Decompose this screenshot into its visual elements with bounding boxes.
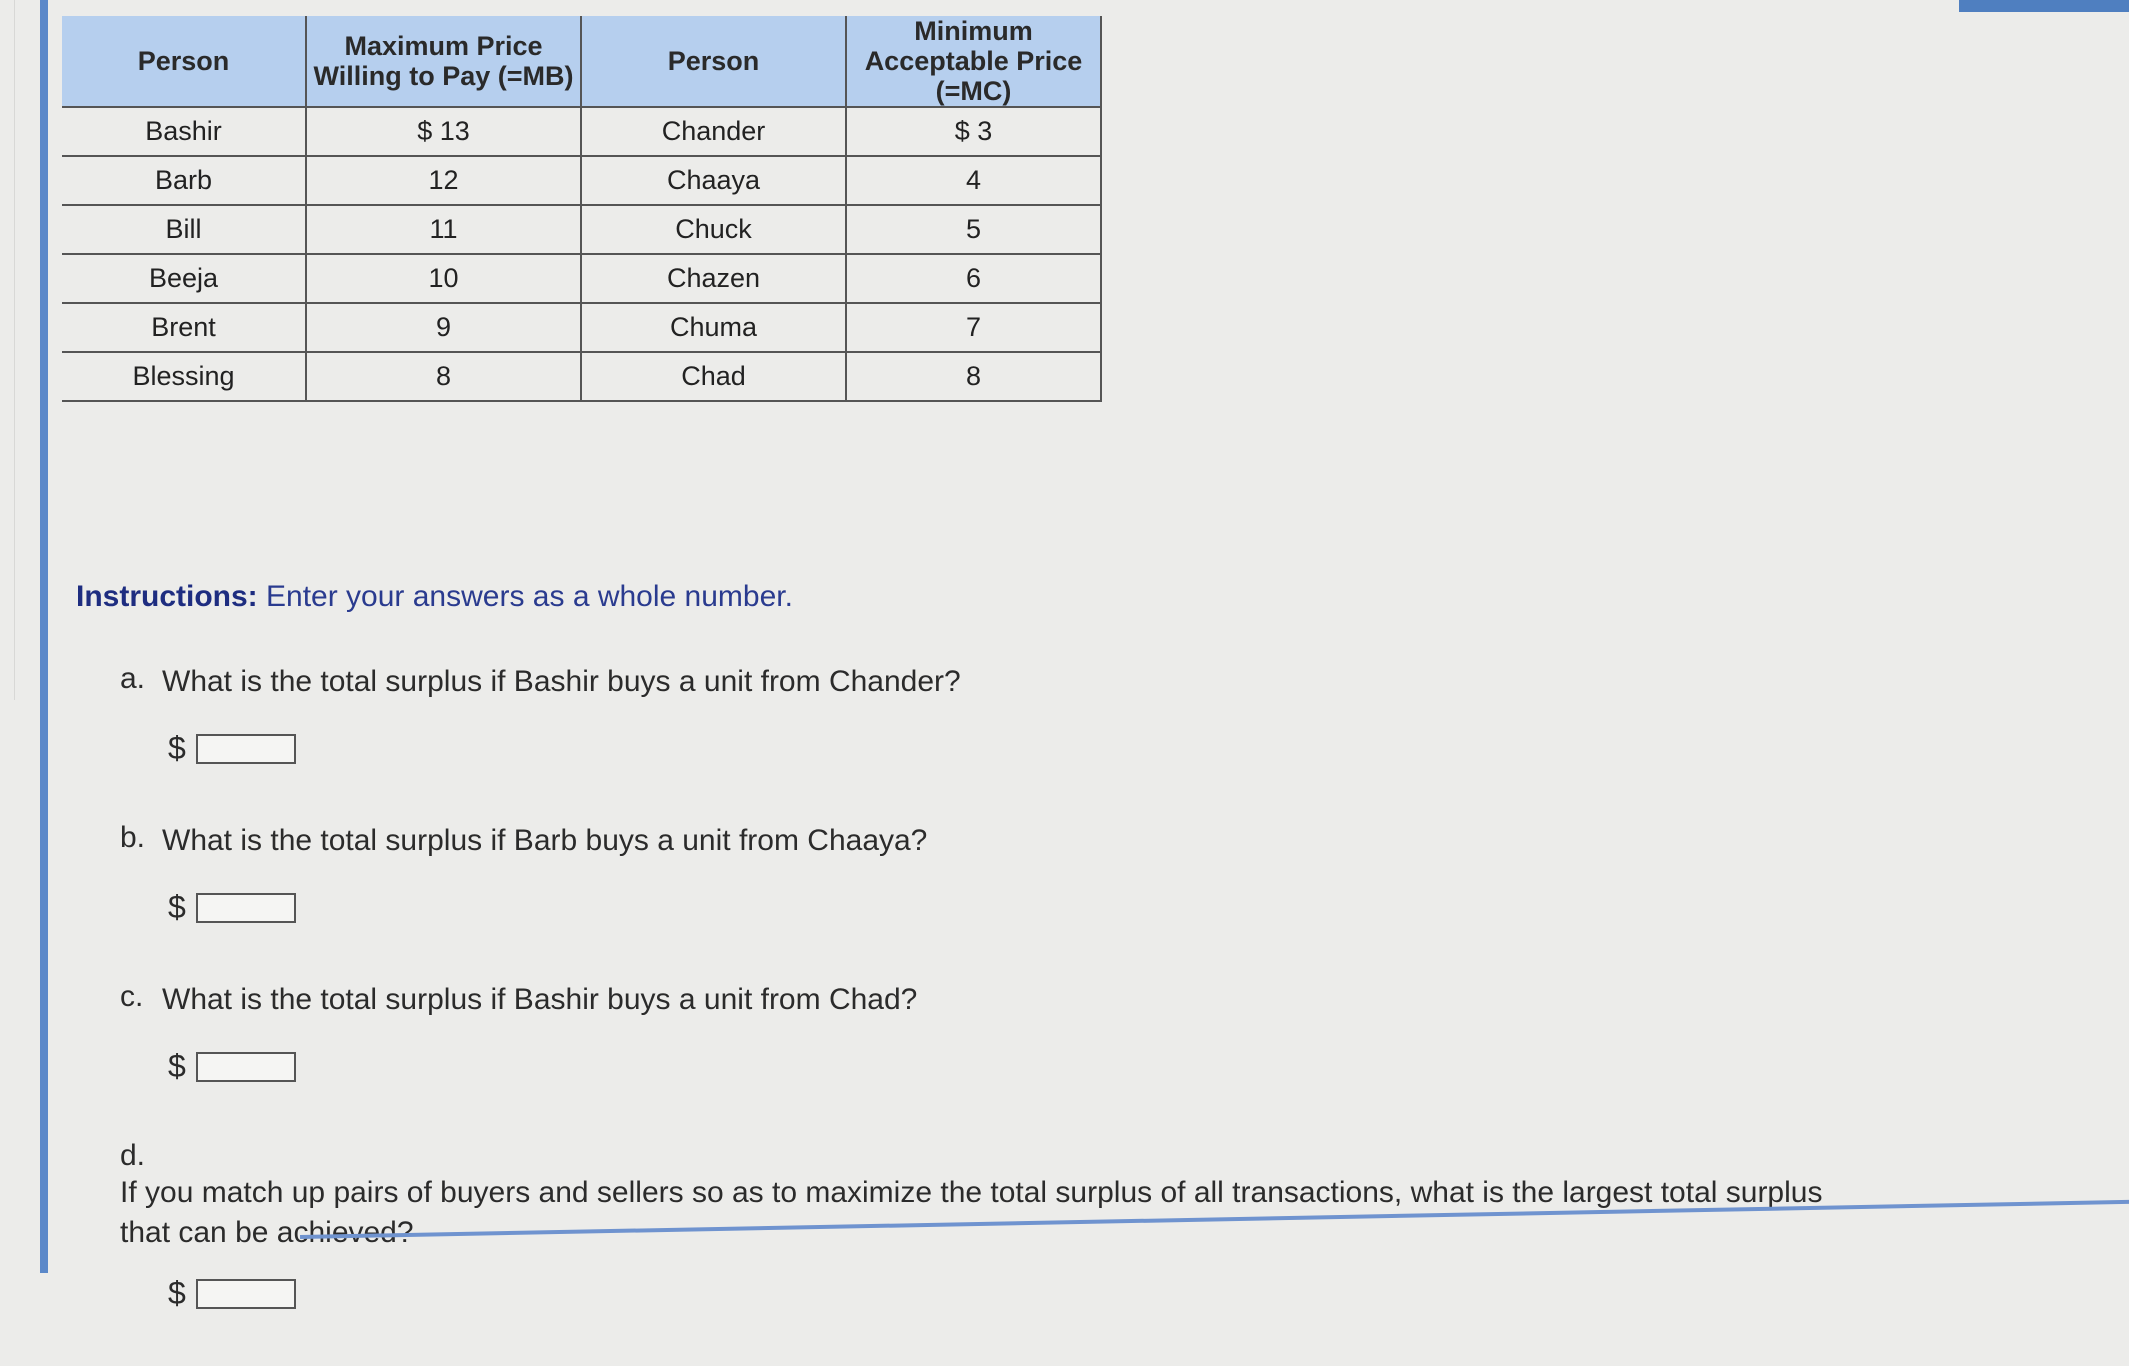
- answer-input-a[interactable]: [196, 734, 296, 764]
- price-table: [62, 16, 1102, 402]
- max-price: 11: [306, 205, 581, 254]
- min-price: 4: [846, 156, 1101, 205]
- answer-input-d[interactable]: [196, 1279, 296, 1309]
- max-price: 10: [306, 254, 581, 303]
- dollar-sign: $: [168, 889, 186, 925]
- seller-name: Chad: [581, 352, 846, 401]
- buyer-name: Brent: [62, 303, 306, 352]
- header-person-seller: Person: [581, 16, 846, 107]
- dollar-sign: $: [168, 730, 186, 766]
- dollar-sign: $: [168, 1275, 186, 1311]
- question-c: [120, 980, 1874, 1020]
- min-price: $ 3: [846, 107, 1101, 156]
- buyer-name: Barb: [62, 156, 306, 205]
- table-header-row: [62, 16, 1101, 107]
- max-price: 8: [306, 352, 581, 401]
- question-text: What is the total surplus if Barb buys a unit from Chaaya?: [162, 824, 928, 857]
- seller-name: Chaaya: [581, 156, 846, 205]
- question-letter: c.: [120, 980, 144, 1013]
- header-min-price: Minimum Acceptable Price (=MC): [846, 16, 1101, 107]
- header-person-buyer: Person: [62, 16, 306, 107]
- answer-b: [168, 889, 1874, 926]
- table-row: [62, 352, 1101, 401]
- instructions: [76, 580, 1874, 614]
- dollar-sign: $: [168, 1048, 186, 1084]
- question-letter: d.: [120, 1139, 146, 1172]
- question-text: What is the total surplus if Bashir buys a unit from Chad?: [162, 983, 918, 1016]
- max-price: $ 13: [306, 107, 581, 156]
- buyer-name: Bill: [62, 205, 306, 254]
- answer-d: [168, 1275, 1874, 1312]
- max-price: 9: [306, 303, 581, 352]
- seller-name: Chander: [581, 107, 846, 156]
- table-row: [62, 303, 1101, 352]
- answer-c: [168, 1048, 1874, 1085]
- min-price: 7: [846, 303, 1101, 352]
- answer-input-b[interactable]: [196, 893, 296, 923]
- min-price: 8: [846, 352, 1101, 401]
- question-text: What is the total surplus if Bashir buys a unit from Chander?: [162, 665, 961, 698]
- question-a: [120, 662, 1874, 702]
- top-accent-bar: [1959, 0, 2129, 12]
- question-letter: b.: [120, 821, 146, 854]
- seller-name: Chuck: [581, 205, 846, 254]
- buyer-name: Blessing: [62, 352, 306, 401]
- instructions-label: Instructions:: [76, 580, 258, 613]
- header-max-price: Maximum Price Willing to Pay (=MB): [306, 16, 581, 107]
- question-text: If you match up pairs of buyers and sellers so as to maximize the total surplus of all transactions, what is the largest total surplus that can be achieved?: [120, 1176, 1823, 1249]
- min-price: 5: [846, 205, 1101, 254]
- table-row: [62, 205, 1101, 254]
- buyer-name: Bashir: [62, 107, 306, 156]
- buyer-name: Beeja: [62, 254, 306, 303]
- min-price: 6: [846, 254, 1101, 303]
- page-edge: [0, 0, 15, 700]
- answer-input-c[interactable]: [196, 1052, 296, 1082]
- table-row: [62, 107, 1101, 156]
- left-accent-rail: [40, 0, 48, 1273]
- table-row: [62, 156, 1101, 205]
- question-area: [74, 580, 1874, 1366]
- instructions-text: Enter your answers as a whole number.: [266, 580, 793, 613]
- max-price: 12: [306, 156, 581, 205]
- seller-name: Chazen: [581, 254, 846, 303]
- question-b: [120, 821, 1874, 861]
- table-row: [62, 254, 1101, 303]
- question-letter: a.: [120, 662, 146, 695]
- seller-name: Chuma: [581, 303, 846, 352]
- answer-a: [168, 730, 1874, 767]
